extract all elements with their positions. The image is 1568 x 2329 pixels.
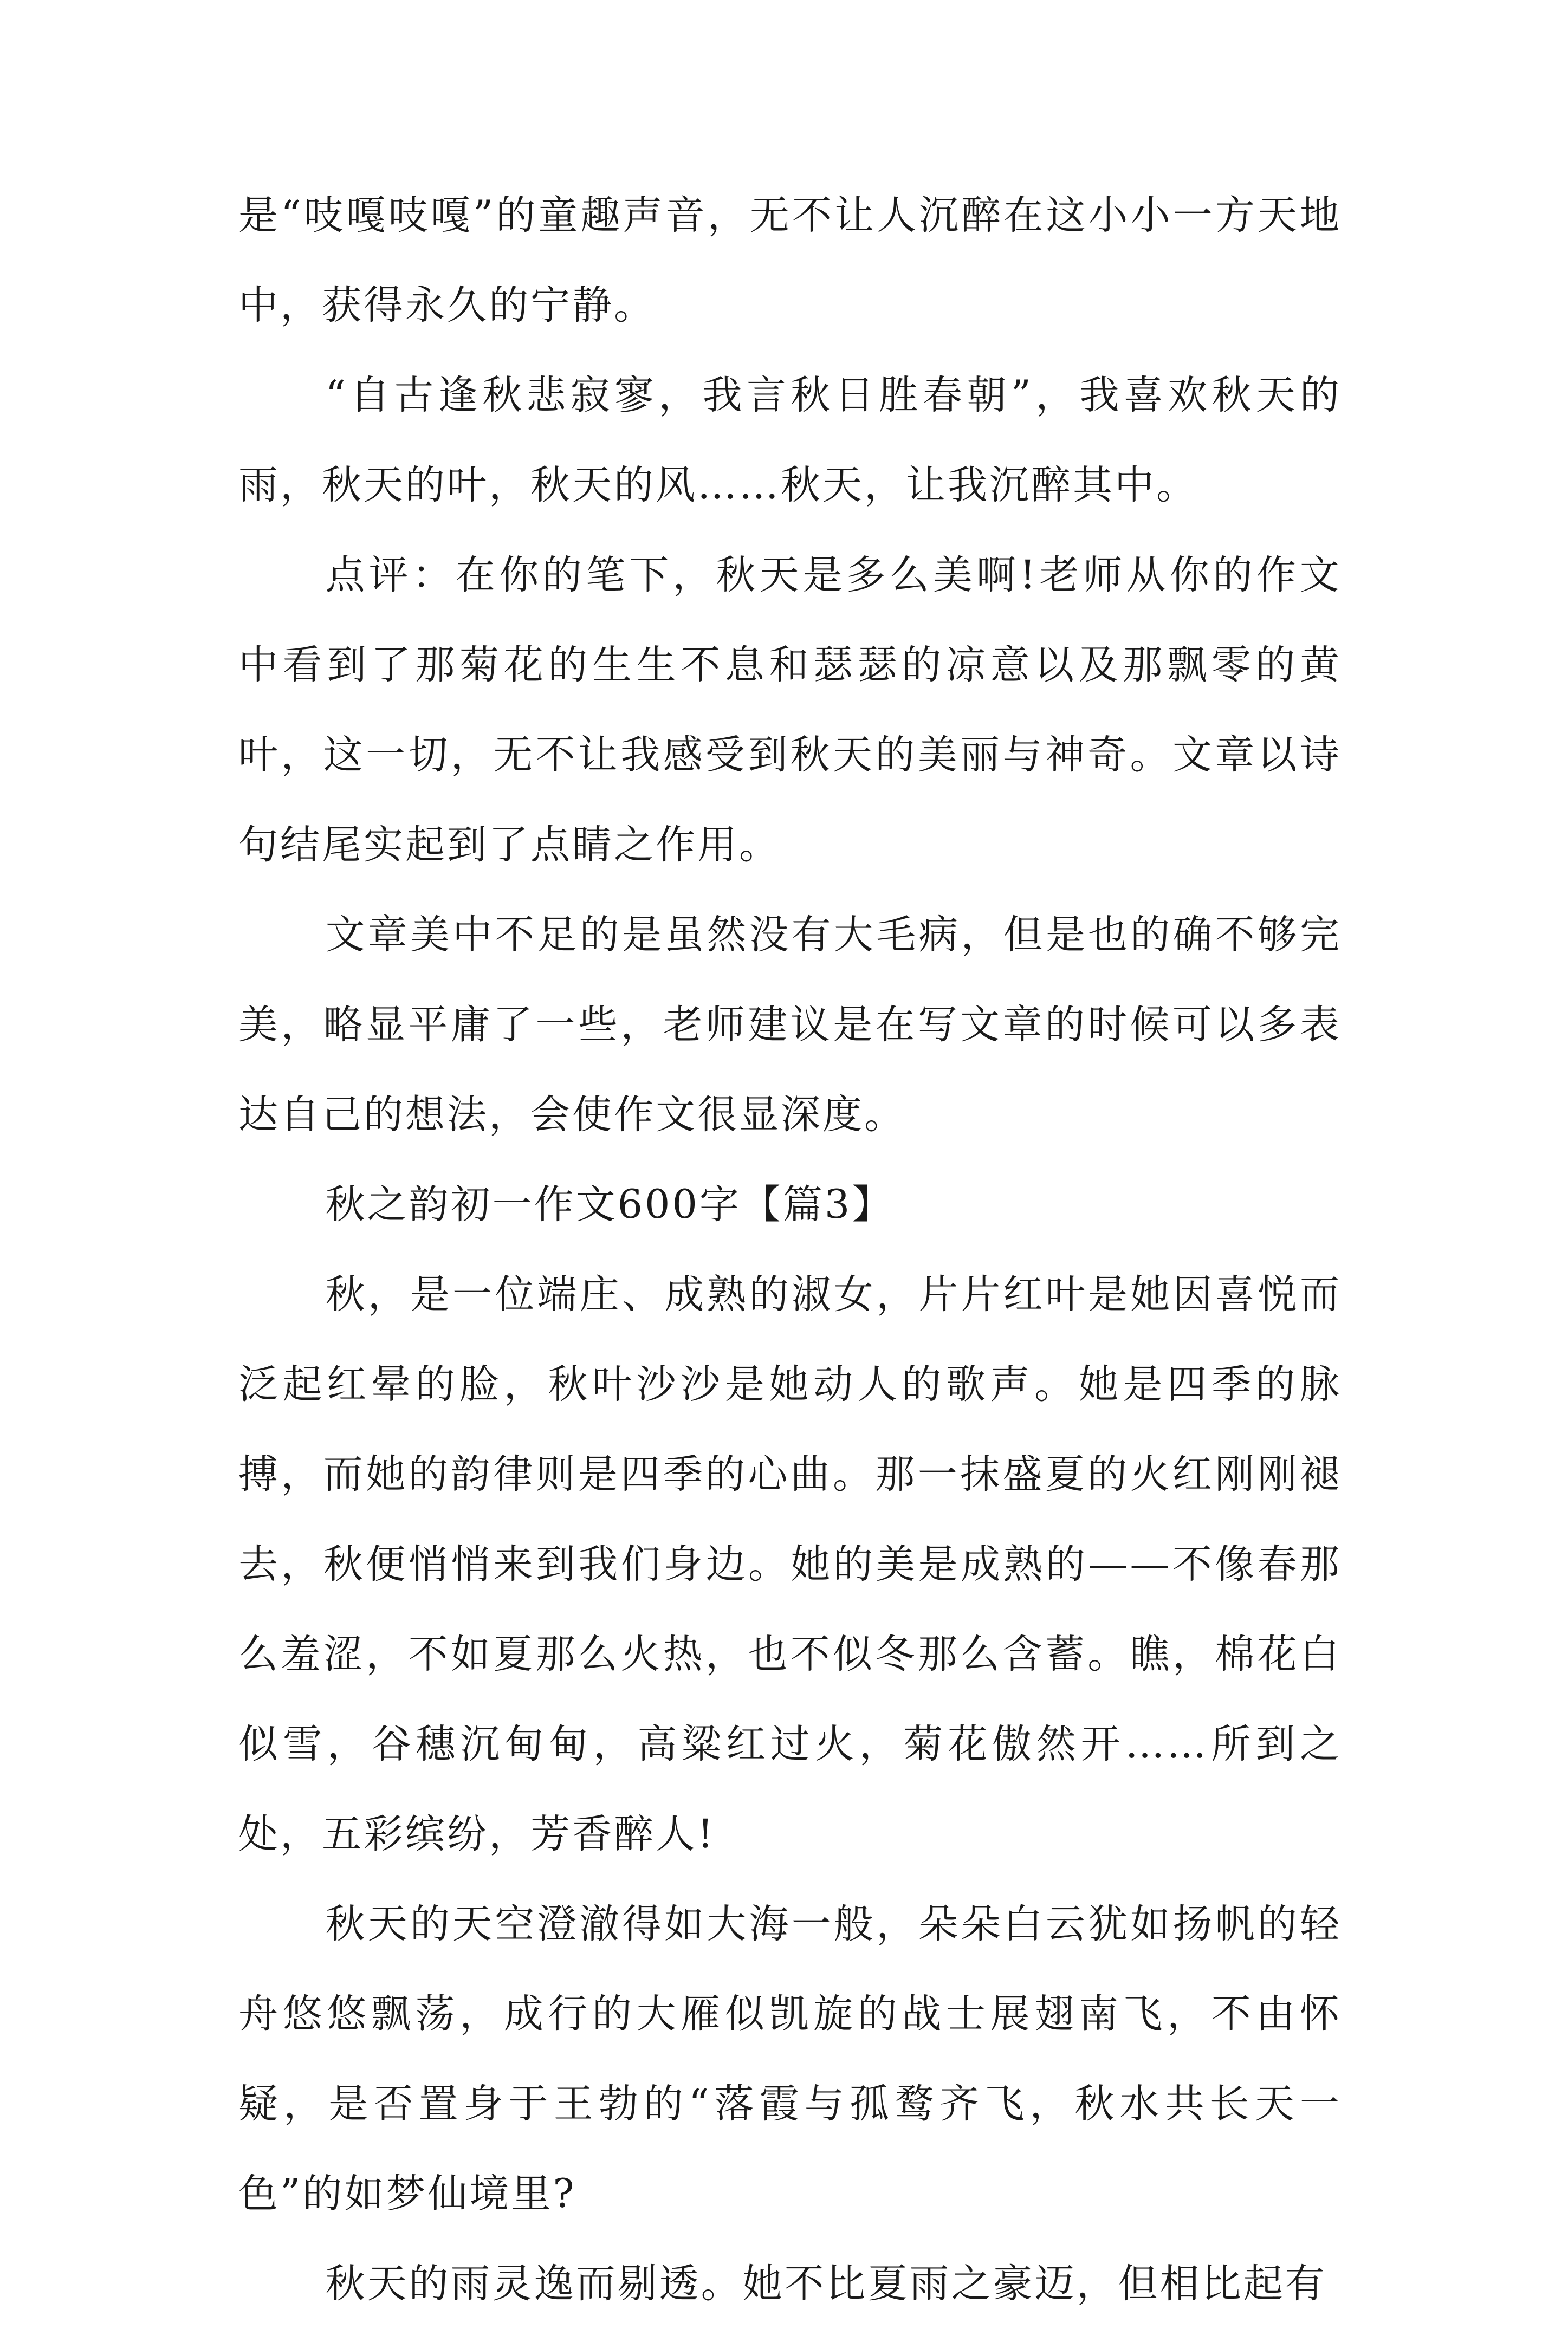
paragraph: 是“吱嘎吱嘎”的童趣声音，无不让人沉醉在这小小一方天地中，获得永久的宁静。 (238, 192, 1342, 328)
teacher-comment-paragraph: 点评：在你的笔下，秋天是多么美啊!老师从你的作文中看到了那菊花的生生不息和瑟瑟的凉意以及那飘零的黄叶，这一切，无不让我感受到秋天的美丽与神奇。文章以诗句结尾实起到了点睛之作用。 (238, 552, 1342, 868)
paragraph: 秋，是一位端庄、成熟的淑女，片片红叶是她因喜悦而泛起红晕的脸，秋叶沙沙是她动人的歌声。她是四季的脉搏，而她的韵律则是四季的心曲。那一抹盛夏的火红刚刚褪去，秋便悄悄来到我们身边。她的美是成熟的——不像春那么羞涩，不如夏那么火热，也不似冬那么含蓄。瞧，棉花白似雪，谷穗沉甸甸，高粱红过火，菊花傲然开……所到之处，五彩缤纷，芳香醉人! (238, 1271, 1342, 1857)
paragraph: 文章美中不足的是虽然没有大毛病，但是也的确不够完美，略显平庸了一些，老师建议是在写文章的时候可以多表达自己的想法，会使作文很显深度。 (238, 912, 1342, 1138)
paragraph: 秋天的天空澄澈得如大海一般，朵朵白云犹如扬帆的轻舟悠悠飘荡，成行的大雁似凯旋的战士展翅南飞，不由怀疑，是否置身于王勃的“落霞与孤鹜齐飞，秋水共长天一色”的如梦仙境里? (238, 1901, 1342, 2217)
paragraph: “自古逢秋悲寂寥，我言秋日胜春朝”，我喜欢秋天的雨，秋天的叶，秋天的风……秋天，让我沉醉其中。 (238, 372, 1342, 508)
paragraph: 秋天的雨灵逸而剔透。她不比夏雨之豪迈，但相比起有 (325, 2261, 1327, 2307)
section-heading: 秋之韵初一作文600字【篇3】 (325, 1182, 894, 1228)
document-body (238, 171, 1342, 2329)
